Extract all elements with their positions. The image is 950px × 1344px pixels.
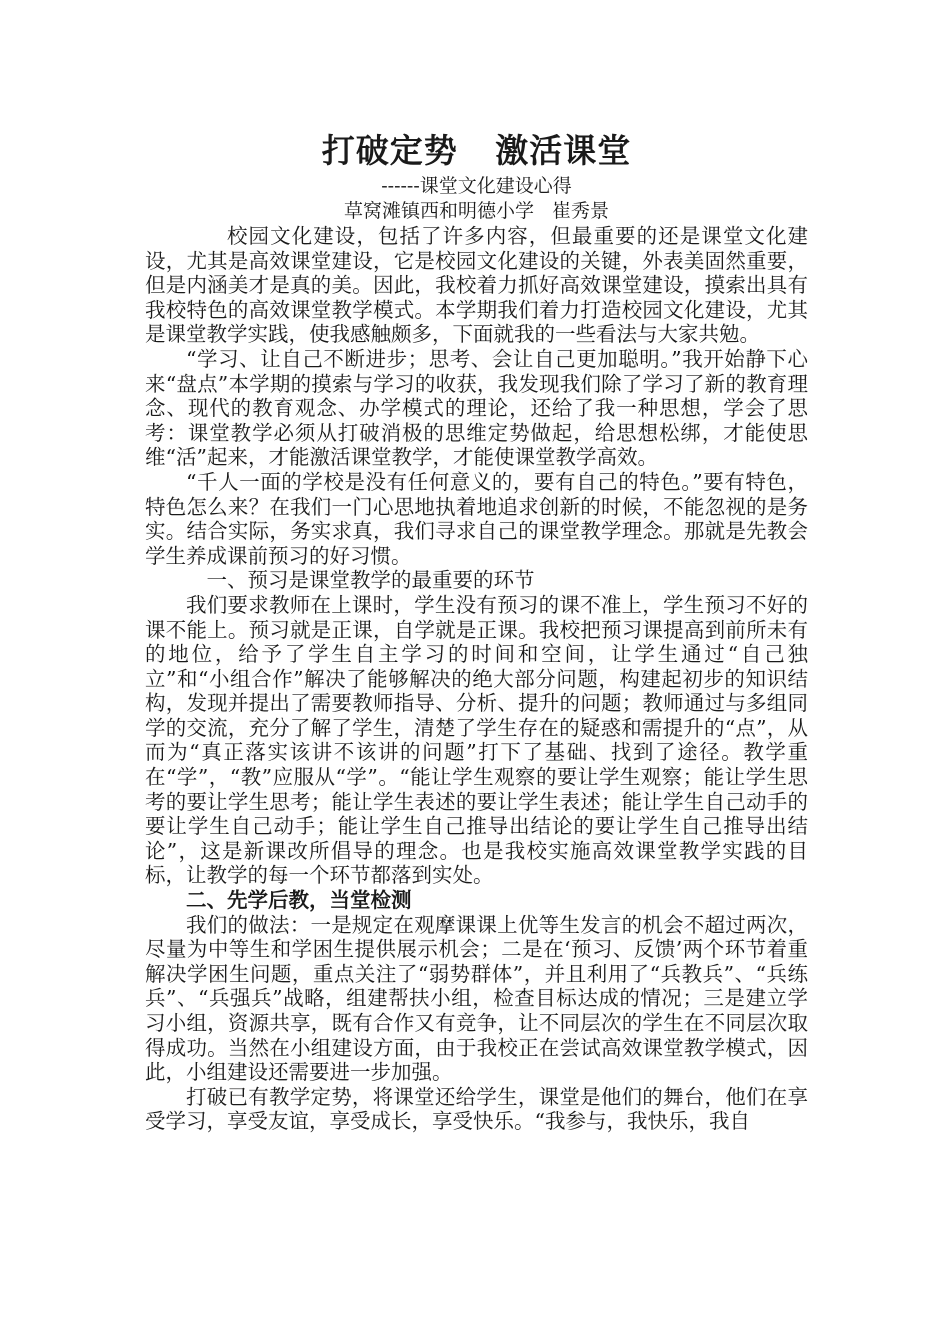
document-title: 打破定势 激活课堂 bbox=[321, 131, 632, 170]
paragraph-quote-learning: “学习、让自己不断进步；思考、会让自己更加聪明。”我开始静下心来“盘点”本学期的摸索与学习的收获，我发现我们除了学习了新的教育理念、现代的教育观念、办学模式的理论，还给了我一种思想，学会了思考：课堂教学必须从打破消极的思维定势做起，给思想松绑，才能使思维“活”起来，才能激活课堂教学，才能使课堂教学高效。 bbox=[145, 346, 808, 470]
document-page bbox=[145, 128, 808, 1134]
document-author: 草窝滩镇西和明德小学 崔秀景 bbox=[343, 200, 610, 222]
section-1-paragraph: 我们要求教师在上课时，学生没有预习的课不准上，学生预习不好的课不能上。预习就是正课，自学就是正课。我校把预习课提高到前所未有的地位，给予了学生自主学习的时间和空间，让学生通过“自己独立”和“小组合作”解决了能够解决的绝大部分问题，构建起初步的知识结构，发现并提出了需要教师指导、分析、提升的问题；教师通过与多组同学的交流，充分了解了学生，清楚了学生存在的疑惑和需提升的“点”，从而为“真正落实该讲不该讲的问题”打下了基础、找到了途径。教学重在“学”，“教”应服从“学”。“能让学生观察的要让学生观察；能让学生思考的要让学生思考；能让学生表述的要让学生表述；能让学生自己动手的要让学生自己动手；能让学生自己推导出结论的要让学生自己推导出结论”，这是新课改所倡导的理念。也是我校实施高效课堂教学实践的目标，让教学的每一个环节都落到实处。 bbox=[145, 592, 808, 888]
paragraph-quote-school: “千人一面的学校是没有任何意义的，要有自己的特色。”要有特色，特色怎么来？在我们一门心思地执着地追求创新的时候，不能忽视的是务实。结合实际，务实求真，我们寻求自己的课堂教学理念。那就是先教会学生养成课前预习的好习惯。 bbox=[145, 469, 808, 568]
section-1-heading: 一、预习是课堂教学的最重要的环节 bbox=[206, 568, 535, 593]
section-2-heading: 二、先学后教，当堂检测 bbox=[186, 888, 412, 913]
section-2-paragraph: 我们的做法：一是规定在观摩课课上优等生发言的机会不超过两次，尽量为中等生和学困生提供展示机会；二是在‘预习、反馈’两个环节着重解决学困生问题，重点关注了“弱势群体”，并且利用了“兵教兵”、“兵练兵”、“兵强兵”战略，组建帮扶小组，检查目标达成的情况；三是建立学习小组，资源共享，既有合作又有竞争，让不同层次的学生在不同层次取得成功。当然在小组建设方面，由于我校正在尝试高效课堂教学模式，因此，小组建设还需要进一步加强。 bbox=[145, 912, 808, 1085]
document-subtitle: ------课堂文化建设心得 bbox=[381, 175, 572, 197]
paragraph-intro: 校园文化建设，包括了许多内容，但最重要的还是课堂文化建设，尤其是高效课堂建设，它是校园文化建设的关键，外表美固然重要，但是内涵美才是真的美。因此，我校着力抓好高效课堂建设，摸索出具有我校特色的高效课堂教学模式。本学期我们着力打造校园文化建设，尤其是课堂教学实践，使我感触颇多，下面就我的一些看法与大家共勉。 bbox=[145, 224, 808, 347]
closing-paragraph: 打破已有教学定势，将课堂还给学生，课堂是他们的舞台，他们在享受学习，享受友谊，享受成长，享受快乐。“我参与，我快乐，我自 bbox=[145, 1084, 808, 1134]
